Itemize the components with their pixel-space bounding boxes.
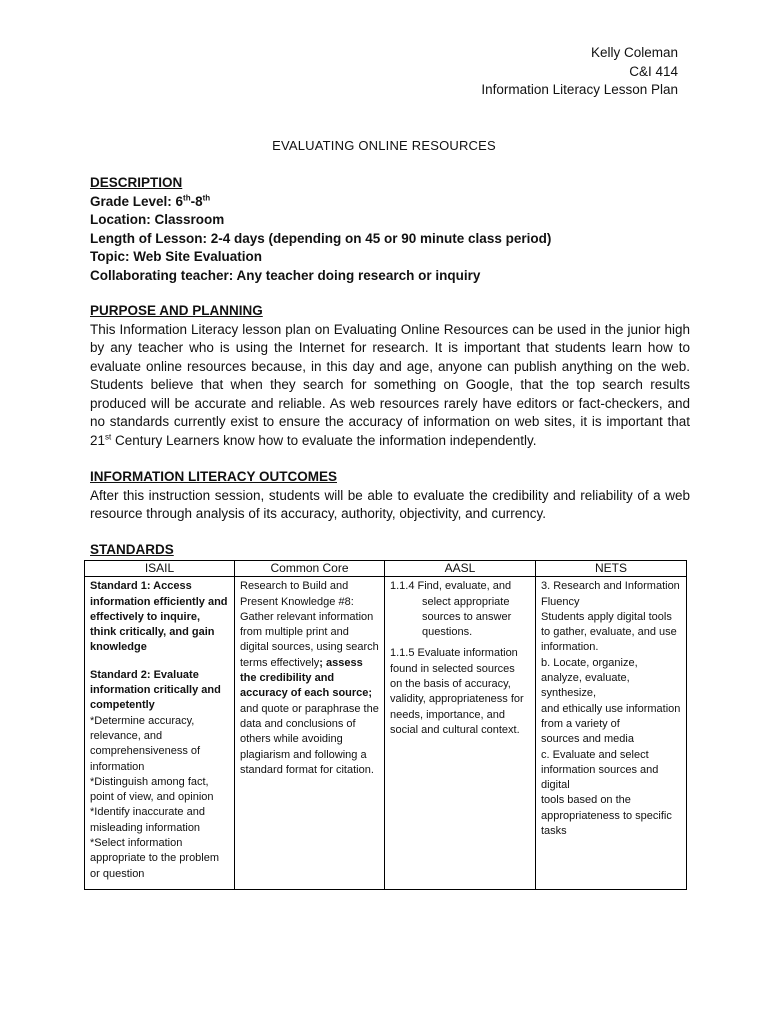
column-header-aasl: AASL: [385, 561, 536, 577]
purpose-section: [90, 302, 690, 450]
column-header-nets: NETS: [536, 561, 687, 577]
isail-item: *Identify inaccurate and misleading information: [90, 806, 205, 834]
aasl-cell: [385, 577, 536, 890]
description-section: [90, 174, 690, 285]
nets-line: tools based on the appropriateness to specific tasks: [541, 794, 672, 838]
document-title: EVALUATING ONLINE RESOURCES: [272, 138, 496, 153]
aasl-1-1-4-cont: select appropriate sources to answer questions.: [422, 595, 512, 639]
common-core-text: Research to Build and Present Knowledge #8: Gather relevant information from multiple print and digital sources, using search terms effectively; assess the credibility and accuracy of each source; and quote or paraphrase the data and conclusions of others while avoiding plagiarism and following a standard format for citation.: [240, 580, 379, 776]
collaborating-teacher: Collaborating teacher: Any teacher doing research or inquiry: [90, 267, 481, 283]
nets-line: Students apply digital tools to gather, evaluate, and use information.: [541, 610, 677, 654]
author-header: [481, 44, 678, 100]
nets-line: sources and media: [541, 733, 634, 746]
nets-line: c. Evaluate and select information sources and digital: [541, 748, 659, 792]
outcomes-section: [90, 468, 690, 524]
lesson-length: Length of Lesson: 2-4 days (depending on 45 or 90 minute class period): [90, 230, 552, 246]
isail-standard-2: Standard 2: Evaluate information critically and competently: [90, 668, 221, 712]
topic: Topic: Web Site Evaluation: [90, 249, 263, 264]
table-row: [85, 577, 687, 890]
aasl-1-1-5: 1.1.5 Evaluate information found in selected sources on the basis of accuracy, validity, appropriateness for needs, importance, and social and cultural context.: [390, 647, 524, 736]
author-name: Kelly Coleman: [590, 45, 678, 60]
standards-heading: STANDARDS: [90, 542, 174, 557]
table-header-row: [85, 561, 687, 577]
nets-line: and ethically use information from a variety of: [541, 702, 681, 730]
isail-cell: [85, 577, 235, 890]
description-heading: DESCRIPTION: [90, 175, 183, 190]
nets-line: 3. Research and Information Fluency: [541, 580, 680, 608]
isail-item: *Determine accuracy, relevance, and comprehensiveness of information: [90, 714, 201, 773]
course-code: C&I 414: [629, 63, 678, 79]
isail-standard-1: Standard 1: Access information efficiently and effectively to inquire, think critically, and gain knowledge: [90, 580, 228, 654]
column-header-isail: ISAIL: [85, 561, 235, 577]
isail-item: *Distinguish among fact, point of view, and opinion: [90, 775, 214, 804]
purpose-paragraph: This Information Literacy lesson plan on Evaluating Online Resources can be used in the junior high by any teacher who is using the Internet for research. It is important that students learn how to evaluate online resources because, in this day and age, anyone can publish anything on the web. Students believe that when they search for something on Google, that the top search results produced will be accurate and reliable. As web resources rarely have editors or fact-checkers, and no standards currently exist to ensure the accuracy of information on web sites, it is important that 21st Century Learners know how to evaluate the information independently.: [90, 321, 690, 448]
common-core-cell: [235, 577, 385, 890]
nets-line: b. Locate, organize, analyze, evaluate, synthesize,: [541, 656, 638, 700]
document-type: Information Literacy Lesson Plan: [481, 82, 678, 97]
standards-section: [90, 541, 690, 560]
grade-level: Grade Level: 6th-8th: [90, 193, 211, 209]
nets-cell: [536, 577, 687, 890]
column-header-common-core: Common Core: [235, 561, 385, 577]
isail-item: *Select information appropriate to the problem or question: [90, 837, 220, 880]
purpose-heading: PURPOSE AND PLANNING: [90, 303, 263, 318]
location: Location: Classroom: [90, 212, 225, 227]
outcomes-heading: INFORMATION LITERACY OUTCOMES: [90, 469, 337, 484]
aasl-1-1-4: 1.1.4 Find, evaluate, and: [390, 580, 512, 593]
standards-table: [84, 560, 687, 890]
outcomes-paragraph: After this instruction session, students will be able to evaluate the credibility and reliability of a web resource through analysis of its accuracy, authority, objectivity, and currency.: [90, 487, 690, 521]
